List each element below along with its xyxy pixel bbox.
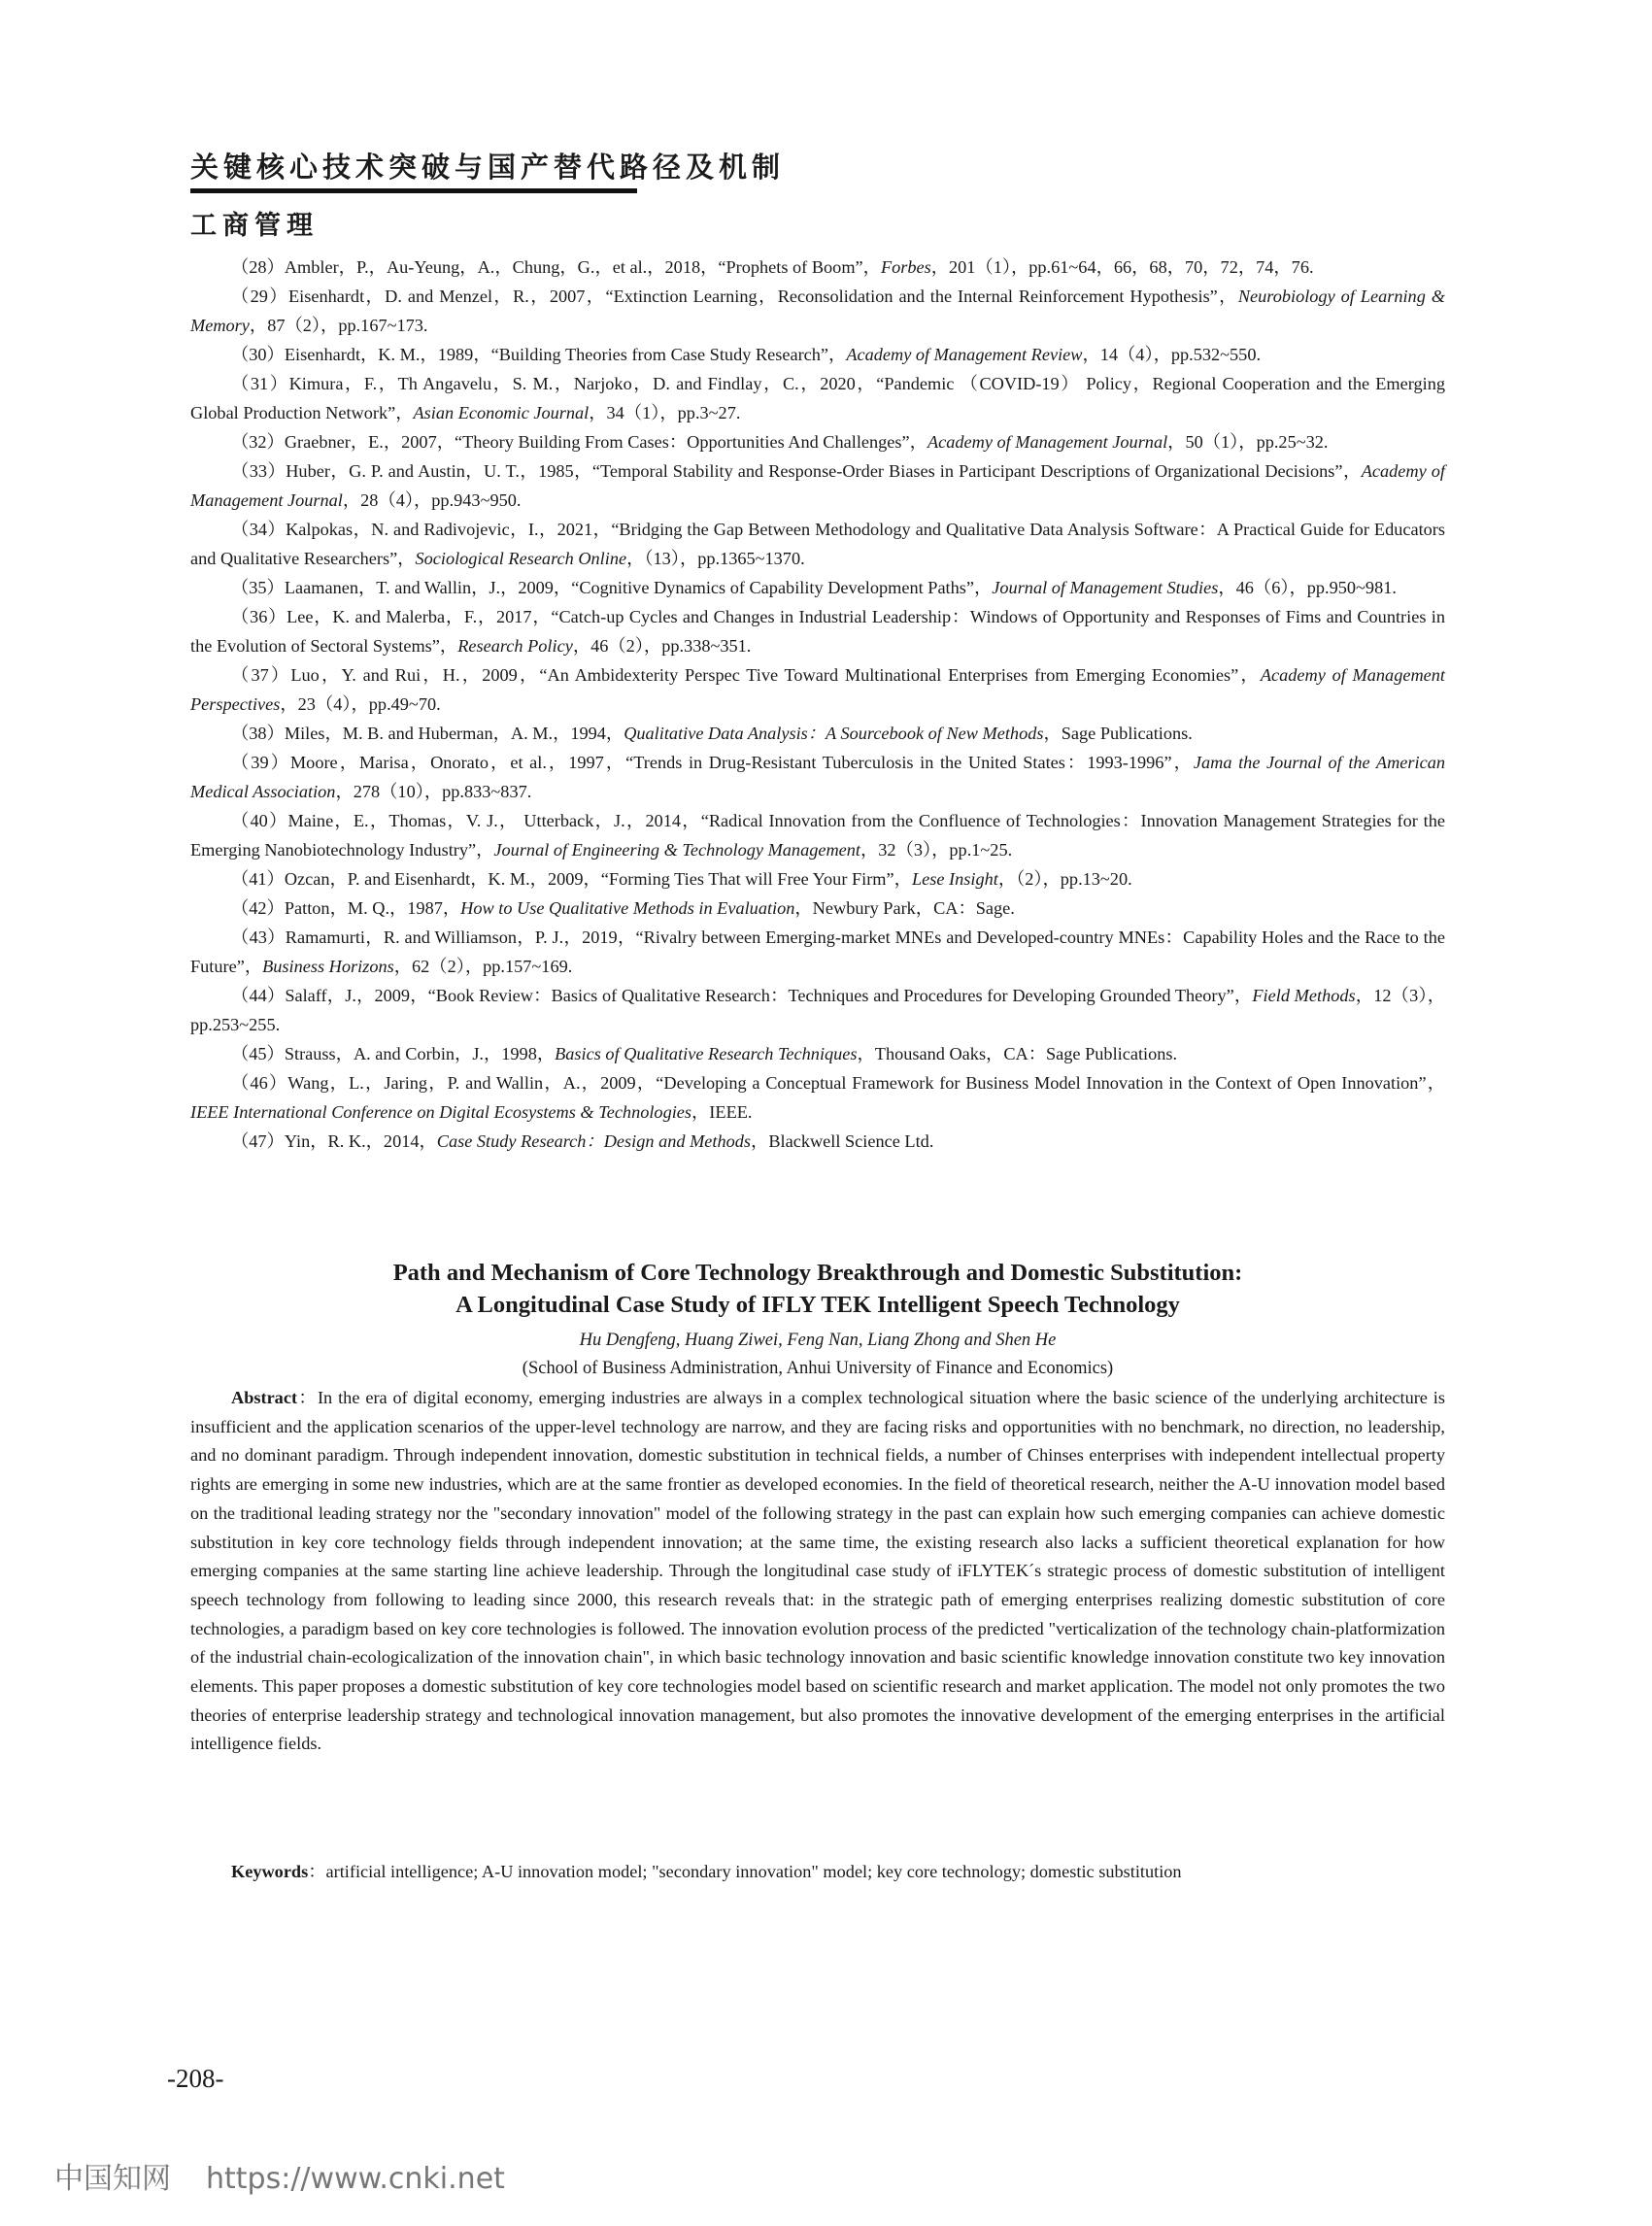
reference-source: Forbes	[880, 257, 931, 277]
reference-item	[190, 340, 1445, 369]
reference-item	[190, 1039, 1445, 1068]
reference-details: ，Blackwell Science Ltd.	[751, 1131, 934, 1151]
reference-text: （37）Luo，Y. and Rui，H.，2009，“An Ambidexterity Perspec Tive Toward Multinational Enterprises from Emerging Economies”，	[231, 665, 1261, 685]
reference-text: （29）Eisenhardt，D. and Menzel，R.，2007，“Extinction Learning，Reconsolidation and the Internal Reinforcement Hypothesis”，	[231, 287, 1238, 306]
reference-source: IEEE International Conference on Digital Ecosystems & Technologies	[190, 1102, 692, 1122]
reference-source: How to Use Qualitative Methods in Evaluation	[460, 898, 795, 918]
reference-text: （36）Lee，K. and Malerba，F.，2017，“Catch-up Cycles and Changes in Industrial Leadership：Windows of Opportunity and Responses of Fims and Countries in the Evolution of Sectoral Systems”，	[190, 607, 1445, 656]
reference-text: （30）Eisenhardt，K. M.，1989，“Building Theories from Case Study Research”，	[231, 345, 847, 364]
reference-text: （44）Salaff，J.，2009，“Book Review：Basics of Qualitative Research：Techniques and Procedures for Developing Grounded Theory”，	[231, 986, 1253, 1005]
reference-list	[190, 253, 1445, 1156]
reference-details: ，46（2），pp.338~351.	[572, 636, 752, 656]
reference-details: ，23（4），pp.49~70.	[280, 694, 441, 714]
reference-source: Neurobiology of Learning & Memory	[190, 287, 1445, 335]
reference-item	[190, 748, 1445, 806]
reference-text: （39）Moore，Marisa，Onorato，et al.，1997，“Trends in Drug-Resistant Tuberculosis in the United States：1993-1996”，	[231, 753, 1194, 772]
reference-details: ，34（1），pp.3~27.	[589, 403, 741, 422]
reference-source: Jama the Journal of the American Medical Association	[190, 753, 1445, 801]
reference-source: Sociological Research Online	[415, 549, 627, 568]
reference-details: ，Newbury Park，CA：Sage.	[794, 898, 1015, 918]
keywords-label: Keywords	[231, 1862, 309, 1881]
reference-item	[190, 1068, 1445, 1127]
reference-text: （43）Ramamurti，R. and Williamson，P. J.，2019，“Rivalry between Emerging-market MNEs and Developed-country MNEs：Capability Holes and the Race to the Future”，	[190, 928, 1445, 976]
reference-details: ，14（4），pp.532~550.	[1082, 345, 1262, 364]
reference-text: （41）Ozcan，P. and Eisenhardt，K. M.，2009，“Forming Ties That will Free Your Firm”，	[231, 869, 912, 889]
reference-item	[190, 981, 1445, 1039]
reference-source: Journal of Engineering & Technology Management	[493, 840, 861, 860]
reference-text: （33）Huber，G. P. and Austin，U. T.，1985，“Temporal Stability and Response-Order Biases in Participant Descriptions of Organizational Decisions”，	[231, 461, 1362, 481]
reference-details: ，278（10），pp.833~837.	[335, 782, 532, 801]
cnki-watermark	[54, 2154, 505, 2197]
reference-item	[190, 864, 1445, 894]
reference-details: ，50（1），pp.25~32.	[1167, 432, 1329, 452]
english-affiliation: (School of Business Administration, Anhui University of Finance and Economics)	[522, 1359, 1114, 1378]
english-title-line1: Path and Mechanism of Core Technology Breakthrough and Domestic Substitution:	[392, 1260, 1243, 1286]
reference-source: Research Policy	[457, 636, 573, 656]
abstract-label: Abstract	[231, 1388, 298, 1407]
reference-details: ，Thousand Oaks，CA：Sage Publications.	[857, 1044, 1178, 1063]
abstract	[190, 1384, 1445, 1759]
reference-source: Lese Insight	[911, 869, 998, 889]
header-rule	[190, 188, 637, 193]
reference-text: （31）Kimura，F.，Th Angavelu，S. M.，Narjoko，D. and Findlay，C.，2020，“Pandemic （COVID-19） Policy，Regional Cooperation and the Emerging Global Production Network”，	[190, 374, 1445, 422]
journal-header-title: 关键核心技术突破与国产替代路径及机制	[190, 152, 786, 184]
reference-item	[190, 1127, 1445, 1156]
reference-source: Basics of Qualitative Research Techniques	[555, 1044, 858, 1063]
english-authors: Hu Dengfeng, Huang Ziwei, Feng Nan, Liang Zhong and Shen He	[579, 1331, 1057, 1350]
keywords-text: ：artificial intelligence; A-U innovation model; "secondary innovation" model; key core technology; domestic substitution	[308, 1862, 1182, 1881]
reference-details: ，201（1），pp.61~64，66，68，70，72，74，76.	[930, 257, 1314, 277]
keywords	[190, 1857, 1445, 1886]
reference-details: ，87（2），pp.167~173.	[249, 316, 428, 335]
reference-text: （28）Ambler，P.，Au-Yeung，A.，Chung，G.，et al.，2018，“Prophets of Boom”，	[231, 257, 881, 277]
reference-details: ，46（6），pp.950~981.	[1218, 578, 1397, 597]
reference-details: ，12（3），pp.253~255.	[190, 986, 1445, 1034]
reference-source: Journal of Management Studies	[992, 578, 1219, 597]
reference-item	[190, 573, 1445, 602]
reference-item	[190, 719, 1445, 748]
reference-item	[190, 282, 1445, 340]
reference-source: Field Methods	[1252, 986, 1356, 1005]
reference-item	[190, 515, 1445, 573]
reference-item	[190, 427, 1445, 456]
reference-text: （34）Kalpokas，N. and Radivojevic，I.，2021，“Bridging the Gap Between Methodology and Qualitative Data Analysis Software：A Practical Guide for Educators and Qualitative Researchers”，	[190, 520, 1445, 568]
reference-source: Asian Economic Journal	[413, 403, 590, 422]
watermark-cn: 中国知网	[54, 2162, 171, 2196]
reference-item	[190, 806, 1445, 864]
reference-item	[190, 253, 1445, 282]
reference-details: ，IEEE.	[691, 1102, 753, 1122]
reference-item	[190, 923, 1445, 981]
english-title	[190, 1257, 1445, 1321]
section-title: 工商管理	[190, 211, 319, 240]
reference-source: Business Horizons	[262, 957, 394, 976]
english-title-line2: A Longitudinal Case Study of IFLY TEK Intelligent Speech Technology	[455, 1292, 1180, 1318]
reference-text: （46）Wang，L.，Jaring，P. and Wallin，A.，2009，“Developing a Conceptual Framework for Business Model Innovation in the Context of Open Innovation”，	[231, 1073, 1445, 1093]
reference-source: Case Study Research：Design and Methods	[436, 1131, 752, 1151]
watermark-url: https://www.cnki.net	[206, 2162, 505, 2196]
reference-source: Academy of Management Journal	[190, 461, 1445, 510]
reference-text: （47）Yin，R. K.，2014，	[231, 1131, 437, 1151]
reference-details: ，28（4），pp.943~950.	[342, 490, 522, 510]
reference-text: （35）Laamanen，T. and Wallin，J.，2009，“Cognitive Dynamics of Capability Development Paths”，	[231, 578, 993, 597]
reference-item	[190, 369, 1445, 427]
reference-details: ，（2），pp.13~20.	[997, 869, 1132, 889]
reference-text: （45）Strauss，A. and Corbin，J.，1998，	[231, 1044, 556, 1063]
reference-details: ，Sage Publications.	[1043, 724, 1193, 743]
reference-text: （32）Graebner，E.，2007，“Theory Building From Cases：Opportunities And Challenges”，	[231, 432, 927, 452]
reference-item	[190, 602, 1445, 660]
reference-text: （38）Miles，M. B. and Huberman，A. M.，1994，	[231, 724, 624, 743]
reference-source: Qualitative Data Analysis：A Sourcebook of New Methods	[624, 724, 1044, 743]
reference-item	[190, 894, 1445, 923]
reference-item	[190, 660, 1445, 719]
reference-source: Academy of Management Review	[846, 345, 1083, 364]
reference-source: Academy of Management Journal	[927, 432, 1168, 452]
reference-text: （40）Maine，E.，Thomas，V. J.， Utterback，J.，2014，“Radical Innovation from the Confluence of Technologies：Innovation Management Strategies for the Emerging Nanobiotechnology Industry”，	[190, 811, 1445, 860]
reference-item	[190, 456, 1445, 515]
abstract-text: ：In the era of digital economy, emerging industries are always in a complex technological situation where the basic science of the underlying architecture is insufficient and the application scenarios of the upper-level technology are narrow, and they are facing risks and opportunities with no benchmark, no direction, no leadership, and no dominant paradigm. Through independent innovation, domestic substitution in technical fields, a number of Chinses enterprises with independent intellectual property rights are emerging in some new industries, which are at the same frontier as developed economies. In the field of theoretical research, neither the A-U innovation model based on the traditional leading strategy nor the "secondary innovation" model of the following strategy in the past can explain how such emerging companies can achieve domestic substitution in key core technology fields through independent innovation; at the same time, the existing research also lacks a sufficient theoretical explanation for how emerging companies at the same starting line achieve leadership. Through the longitudinal case study of iFLYTEK´s strategic process of domestic substitution of intelligent speech technology from following to leading since 2000, this research reveals that: in the strategic path of emerging enterprises realizing domestic substitution of core technologies, a paradigm based on key core technologies is followed. The innovation evolution process of the predicted "verticalization of the technology chain-platformization of the industrial chain-ecologicalization of the innovation chain", in which basic technology innovation and basic scientific knowledge innovation constitute two key innovation elements. This paper proposes a domestic substitution of key core technologies model based on scientific research and market application. The model not only promotes the two theories of enterprise leadership strategy and technological innovation management, but also promotes the innovative development of the emerging enterprises in the artificial intelligence fields.	[190, 1388, 1445, 1754]
reference-source: Academy of Management Perspectives	[190, 665, 1445, 714]
page-number: -208-	[167, 2064, 224, 2093]
reference-details: ，32（3），pp.1~25.	[860, 840, 1013, 860]
reference-details: ，（13），pp.1365~1370.	[626, 549, 805, 568]
reference-details: ，62（2），pp.157~169.	[393, 957, 573, 976]
reference-text: （42）Patton，M. Q.，1987，	[231, 898, 461, 918]
